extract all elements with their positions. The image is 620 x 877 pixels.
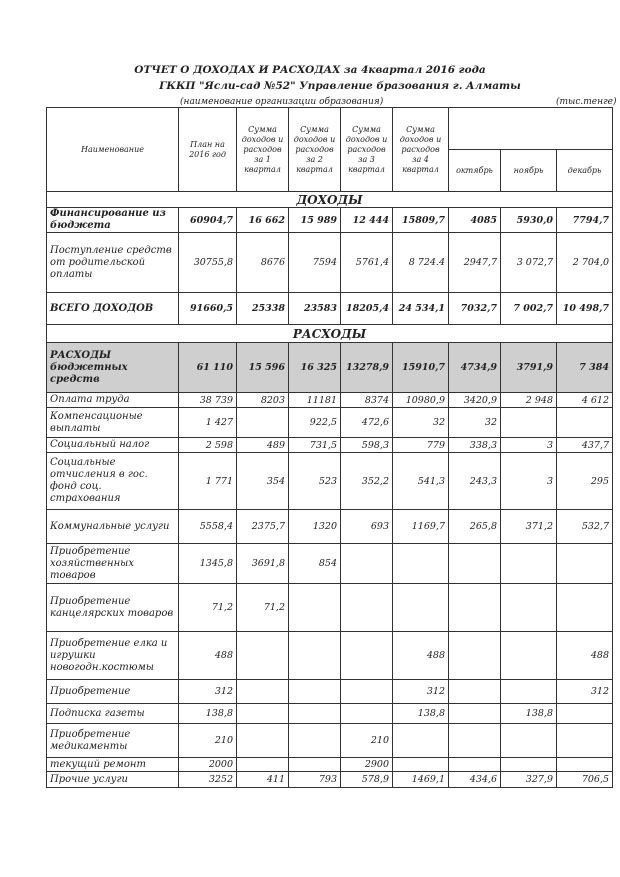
- table-row: [47, 772, 613, 788]
- table-row: [47, 544, 613, 584]
- cell-value: 210: [179, 724, 237, 758]
- header-row: [47, 108, 613, 150]
- cell-value: 793: [289, 772, 341, 788]
- table-row: [47, 208, 613, 233]
- cell-value: 4 612: [557, 393, 613, 408]
- cell-value: 411: [237, 772, 289, 788]
- row-label: Оплата труда: [47, 393, 179, 408]
- cell-value: 18205,4: [341, 293, 393, 325]
- cell-value: 32: [393, 408, 449, 438]
- cell-value: 243,3: [449, 453, 501, 510]
- cell-value: [449, 544, 501, 584]
- row-label: текущий ремонт: [47, 758, 179, 772]
- col-month-3: декабрь: [557, 150, 613, 192]
- cell-value: 7032,7: [449, 293, 501, 325]
- cell-value: [449, 632, 501, 680]
- col-month-2: ноябрь: [501, 150, 557, 192]
- cell-value: 693: [341, 510, 393, 544]
- cell-value: [557, 704, 613, 724]
- cell-value: [449, 704, 501, 724]
- cell-value: 3: [501, 438, 557, 453]
- row-label: Приобретение елка и игрушки новогодн.костюмы: [47, 632, 179, 680]
- row-label: Приобретение медикаменты: [47, 724, 179, 758]
- cell-value: [557, 724, 613, 758]
- cell-value: 3420,9: [449, 393, 501, 408]
- cell-value: 1 771: [179, 453, 237, 510]
- cell-value: 4085: [449, 208, 501, 233]
- cell-value: [501, 408, 557, 438]
- cell-value: 4734,9: [449, 343, 501, 393]
- cell-value: [341, 704, 393, 724]
- cell-value: [237, 724, 289, 758]
- row-label: Прочие услуги: [47, 772, 179, 788]
- cell-value: 2 704,0: [557, 233, 613, 293]
- cell-value: [393, 584, 449, 632]
- table-row: [47, 680, 613, 704]
- cell-value: 30755,8: [179, 233, 237, 293]
- cell-value: 10 498,7: [557, 293, 613, 325]
- cell-value: 2 948: [501, 393, 557, 408]
- cell-value: 60904,7: [179, 208, 237, 233]
- cell-value: 138,8: [179, 704, 237, 724]
- cell-value: 489: [237, 438, 289, 453]
- cell-value: 61 110: [179, 343, 237, 393]
- cell-value: [393, 724, 449, 758]
- cell-value: 3252: [179, 772, 237, 788]
- cell-value: 15910,7: [393, 343, 449, 393]
- cell-value: 2 598: [179, 438, 237, 453]
- cell-value: 91660,5: [179, 293, 237, 325]
- cell-value: 7 002,7: [501, 293, 557, 325]
- cell-value: 854: [289, 544, 341, 584]
- cell-value: [449, 584, 501, 632]
- cell-value: [289, 758, 341, 772]
- cell-value: 2947,7: [449, 233, 501, 293]
- cell-value: 7594: [289, 233, 341, 293]
- cell-value: [237, 704, 289, 724]
- row-label: РАСХОДЫ бюджетных средств: [47, 343, 179, 393]
- cell-value: [449, 758, 501, 772]
- row-label: Поступление средств от родительской оплаты: [47, 233, 179, 293]
- cell-value: 578,9: [341, 772, 393, 788]
- expense-section-row: [47, 325, 613, 343]
- cell-value: 541,3: [393, 453, 449, 510]
- cell-value: [501, 544, 557, 584]
- table-row: [47, 632, 613, 680]
- cell-value: [289, 680, 341, 704]
- cell-value: [557, 408, 613, 438]
- cell-value: 16 662: [237, 208, 289, 233]
- cell-value: [341, 584, 393, 632]
- table-row: [47, 438, 613, 453]
- cell-value: 1169,7: [393, 510, 449, 544]
- cell-value: [341, 680, 393, 704]
- col-q4: Сумма доходов и расходов за 4 квартал: [393, 108, 449, 192]
- cell-value: 24 534,1: [393, 293, 449, 325]
- cell-value: 3 072,7: [501, 233, 557, 293]
- cell-value: [557, 758, 613, 772]
- cell-value: 472,6: [341, 408, 393, 438]
- cell-value: 312: [393, 680, 449, 704]
- organization-caption: (наименование организации образования): [180, 97, 384, 107]
- cell-value: [449, 724, 501, 758]
- cell-value: 922,5: [289, 408, 341, 438]
- organization-name: ГККП "Ясли-сад №52" Управление бразования г. Алматы: [159, 80, 521, 92]
- col-plan: План на 2016 год: [179, 108, 237, 192]
- cell-value: 532,7: [557, 510, 613, 544]
- cell-value: 731,5: [289, 438, 341, 453]
- cell-value: 8676: [237, 233, 289, 293]
- cell-value: 25338: [237, 293, 289, 325]
- cell-value: [501, 680, 557, 704]
- unit-caption: (тыс.тенге): [556, 97, 617, 107]
- table-row: [47, 724, 613, 758]
- cell-value: 15 596: [237, 343, 289, 393]
- cell-value: [501, 758, 557, 772]
- report-title: ОТЧЕТ О ДОХОДАХ И РАСХОДАХ за 4квартал 2016 года: [134, 64, 486, 76]
- cell-value: [289, 632, 341, 680]
- table-row: [47, 343, 613, 393]
- cell-value: 1320: [289, 510, 341, 544]
- cell-value: 338,3: [449, 438, 501, 453]
- table-row: [47, 293, 613, 325]
- cell-value: 138,8: [501, 704, 557, 724]
- cell-value: 5930,0: [501, 208, 557, 233]
- cell-value: 15809,7: [393, 208, 449, 233]
- row-label: Приобретение хозяйственных товаров: [47, 544, 179, 584]
- cell-value: 312: [179, 680, 237, 704]
- col-months-group: [449, 108, 613, 150]
- report-table: [46, 107, 613, 788]
- col-month-1: октябрь: [449, 150, 501, 192]
- cell-value: [449, 680, 501, 704]
- cell-value: 354: [237, 453, 289, 510]
- cell-value: 11181: [289, 393, 341, 408]
- table-row: [47, 408, 613, 438]
- cell-value: 3691,8: [237, 544, 289, 584]
- cell-value: 10980,9: [393, 393, 449, 408]
- cell-value: [557, 584, 613, 632]
- cell-value: 71,2: [237, 584, 289, 632]
- cell-value: 265,8: [449, 510, 501, 544]
- row-label: Компенсационые выплаты: [47, 408, 179, 438]
- table-row: [47, 758, 613, 772]
- income-section-title: ДОХОДЫ: [47, 192, 613, 208]
- cell-value: [557, 544, 613, 584]
- col-q2: Сумма доходов и расходов за 2 квартал: [289, 108, 341, 192]
- expense-section-title: РАСХОДЫ: [47, 325, 613, 343]
- cell-value: 23583: [289, 293, 341, 325]
- cell-value: 295: [557, 453, 613, 510]
- cell-value: 8374: [341, 393, 393, 408]
- cell-value: 3: [501, 453, 557, 510]
- cell-value: 3791,9: [501, 343, 557, 393]
- cell-value: 2375,7: [237, 510, 289, 544]
- cell-value: 523: [289, 453, 341, 510]
- row-label: Коммунальные услуги: [47, 510, 179, 544]
- cell-value: [501, 632, 557, 680]
- cell-value: [289, 724, 341, 758]
- cell-value: 5558,4: [179, 510, 237, 544]
- cell-value: 7794,7: [557, 208, 613, 233]
- table-row: [47, 704, 613, 724]
- row-label: ВСЕГО ДОХОДОВ: [47, 293, 179, 325]
- cell-value: 488: [179, 632, 237, 680]
- cell-value: 779: [393, 438, 449, 453]
- cell-value: 32: [449, 408, 501, 438]
- cell-value: [393, 758, 449, 772]
- row-label: Приобретение: [47, 680, 179, 704]
- row-label: Социальный налог: [47, 438, 179, 453]
- cell-value: 7 384: [557, 343, 613, 393]
- cell-value: 12 444: [341, 208, 393, 233]
- cell-value: [237, 632, 289, 680]
- cell-value: 138,8: [393, 704, 449, 724]
- cell-value: 371,2: [501, 510, 557, 544]
- cell-value: 312: [557, 680, 613, 704]
- cell-value: 38 739: [179, 393, 237, 408]
- cell-value: 5761,4: [341, 233, 393, 293]
- cell-value: 2000: [179, 758, 237, 772]
- cell-value: [237, 758, 289, 772]
- cell-value: [289, 584, 341, 632]
- cell-value: 488: [393, 632, 449, 680]
- cell-value: 13278,9: [341, 343, 393, 393]
- income-section-row: [47, 192, 613, 208]
- cell-value: 434,6: [449, 772, 501, 788]
- row-label: Подписка газеты: [47, 704, 179, 724]
- cell-value: [341, 632, 393, 680]
- cell-value: [341, 544, 393, 584]
- cell-value: 598,3: [341, 438, 393, 453]
- table-row: [47, 510, 613, 544]
- cell-value: 71,2: [179, 584, 237, 632]
- table-row: [47, 584, 613, 632]
- col-name: Наименование: [47, 108, 179, 192]
- cell-value: [237, 680, 289, 704]
- row-label: Приобретение канцелярских товаров: [47, 584, 179, 632]
- col-q3: Сумма доходов и расходов за 3 квартал: [341, 108, 393, 192]
- cell-value: 2900: [341, 758, 393, 772]
- cell-value: 8203: [237, 393, 289, 408]
- cell-value: [289, 704, 341, 724]
- table-row: [47, 453, 613, 510]
- cell-value: 706,5: [557, 772, 613, 788]
- cell-value: [501, 584, 557, 632]
- cell-value: [393, 544, 449, 584]
- cell-value: 210: [341, 724, 393, 758]
- cell-value: 352,2: [341, 453, 393, 510]
- col-q1: Сумма доходов и расходов за 1 квартал: [237, 108, 289, 192]
- cell-value: 15 989: [289, 208, 341, 233]
- cell-value: [501, 724, 557, 758]
- cell-value: 16 325: [289, 343, 341, 393]
- cell-value: 8 724.4: [393, 233, 449, 293]
- cell-value: 1 427: [179, 408, 237, 438]
- cell-value: 488: [557, 632, 613, 680]
- table-row: [47, 393, 613, 408]
- cell-value: [237, 408, 289, 438]
- cell-value: 327,9: [501, 772, 557, 788]
- cell-value: 1345,8: [179, 544, 237, 584]
- row-label: Финансирование из бюджета: [47, 208, 179, 233]
- table-row: [47, 233, 613, 293]
- cell-value: 437,7: [557, 438, 613, 453]
- row-label: Социальные отчисления в гос. фонд соц. страхования: [47, 453, 179, 510]
- cell-value: 1469,1: [393, 772, 449, 788]
